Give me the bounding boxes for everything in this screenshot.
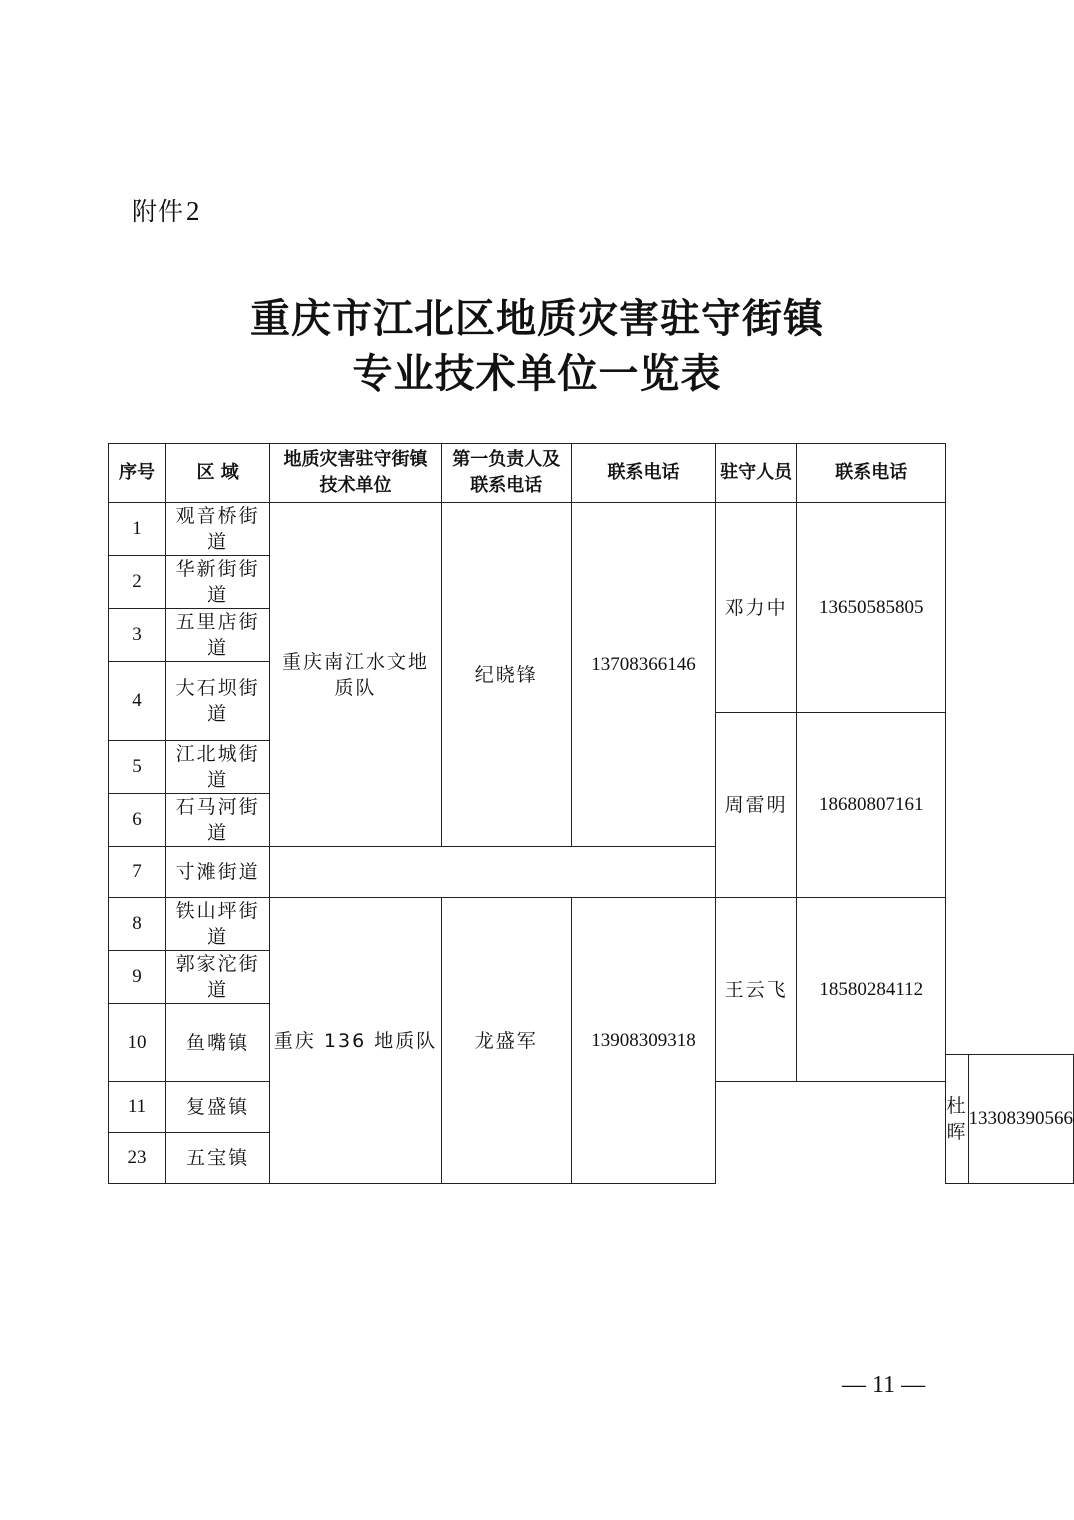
row-area: 鱼嘴镇 [166,1004,270,1082]
header-leader: 第一负责人及联系电话 [441,444,571,503]
staff-phone: 13308390566 [968,1055,1074,1184]
staff-name: 周雷明 [716,713,797,898]
row-no: 4 [109,662,166,741]
staff-phone: 13650585805 [797,503,946,713]
table-row [109,503,1074,556]
table-header-row [109,444,1074,503]
group-unit: 重庆南江水文地质队 [270,503,441,847]
row-no: 9 [109,951,166,1004]
row-no: 7 [109,847,166,898]
staff-name: 王云飞 [716,898,797,1082]
staff-phone: 18680807161 [797,713,946,898]
row-area: 观音桥街道 [166,503,270,556]
row-no: 1 [109,503,166,556]
page-title-line1: 重庆市江北区地质灾害驻守街镇 [250,295,824,342]
row-no: 2 [109,556,166,609]
row-no: 5 [109,741,166,794]
row-no: 11 [109,1082,166,1133]
row-area: 铁山坪街道 [166,898,270,951]
header-staff-phone: 联系电话 [797,444,946,503]
group-phone: 13708366146 [571,503,716,847]
row-no: 23 [109,1133,166,1184]
group-leader: 纪晓锋 [441,503,571,847]
staff-phone: 18580284112 [797,898,946,1082]
row-no: 8 [109,898,166,951]
staff-name: 邓力中 [716,503,797,713]
header-no: 序号 [109,444,166,503]
staff-name: 杜晖 [946,1055,968,1184]
table-row [109,898,1074,951]
row-area: 华新街街道 [166,556,270,609]
row-no: 6 [109,794,166,847]
page-title-line2: 专业技术单位一览表 [352,350,722,397]
row-area: 寸滩街道 [166,847,270,898]
header-unit: 地质灾害驻守街镇技术单位 [270,444,441,503]
unit-table [108,443,1074,1184]
attachment-number: 2 [186,196,201,226]
row-no: 10 [109,1004,166,1082]
group-unit: 重庆 136 地质队 [270,898,441,1184]
row-area: 江北城街道 [166,741,270,794]
row-area: 大石坝街道 [166,662,270,741]
row-area: 郭家沱街道 [166,951,270,1004]
group-leader: 龙盛军 [441,898,571,1184]
row-area: 复盛镇 [166,1082,270,1133]
row-area: 五宝镇 [166,1133,270,1184]
header-staff: 驻守人员 [716,444,797,503]
group-phone: 13908309318 [571,898,716,1184]
attachment-text: 附件 [132,197,185,226]
row-no: 3 [109,609,166,662]
header-area: 区 域 [166,444,270,503]
attachment-label [132,192,201,228]
page-number: — 11 — [842,1372,926,1398]
row-area: 五里店街道 [166,609,270,662]
header-phone: 联系电话 [571,444,716,503]
row-area: 石马河街道 [166,794,270,847]
